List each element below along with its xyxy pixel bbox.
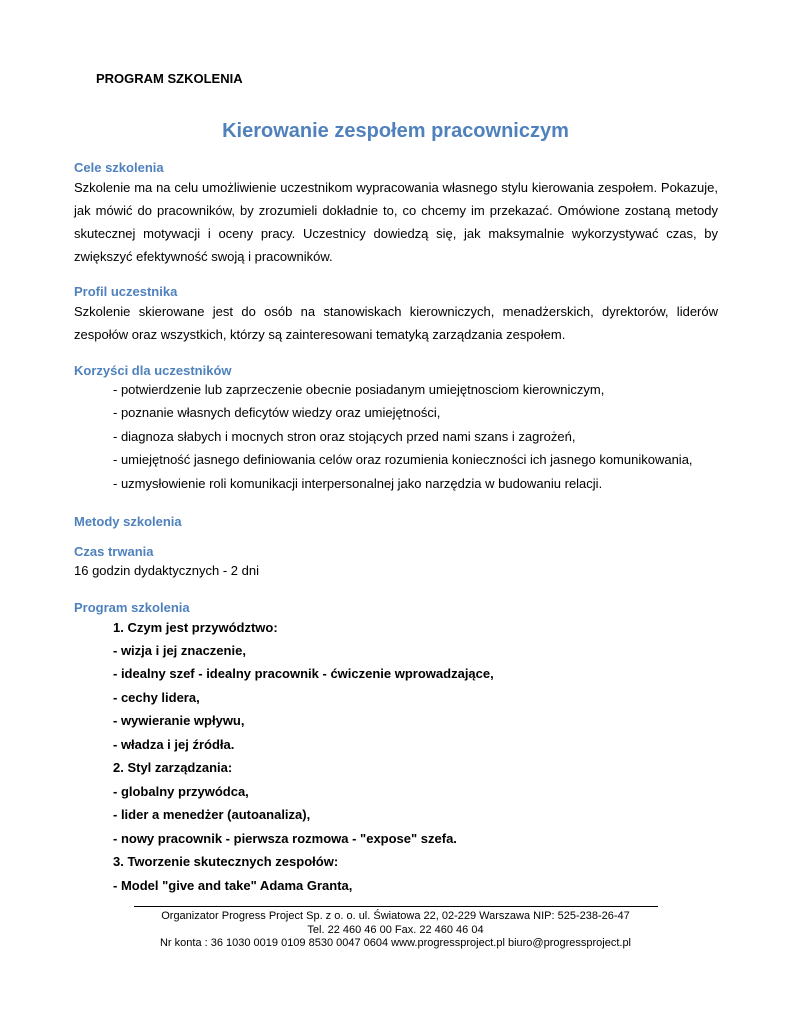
program-item: - nowy pracownik - pierwsza rozmowa - "expose" szefa. (113, 831, 457, 846)
program-item: 3. Tworzenie skutecznych zespołów: (113, 854, 339, 869)
list-item: - diagnoza słabych i mocnych stron oraz stojących przed nami szans i zagrożeń, (113, 429, 576, 444)
section-heading-profile: Profil uczestnika (74, 284, 178, 299)
duration-text: 16 godzin dydaktycznych - 2 dni (74, 563, 259, 578)
program-item: 1. Czym jest przywództwo: (113, 620, 278, 635)
program-item: - władza i jej źródła. (113, 737, 235, 752)
footer-account: Nr konta : 36 1030 0019 0109 8530 0047 0604 www.progressproject.pl biuro@progressproject.pl (159, 937, 632, 949)
footer-divider (134, 906, 658, 907)
program-item: - lider a menedżer (autoanaliza), (113, 807, 311, 822)
section-heading-methods: Metody szkolenia (74, 514, 182, 529)
program-item: - idealny szef - idealny pracownik - ćwiczenie wprowadzające, (113, 666, 494, 681)
program-item: 2. Styl zarządzania: (113, 760, 233, 775)
footer-organizer: Organizator Progress Project Sp. z o. o. ul. Światowa 22, 02-229 Warszawa NIP: 525-238-26-47 (161, 910, 630, 922)
list-item: - potwierdzenie lub zaprzeczenie obecnie posiadanym umiejętnosciom kierowniczym, (113, 382, 605, 397)
section-heading-duration: Czas trwania (74, 544, 154, 559)
section-heading-program: Program szkolenia (74, 600, 190, 615)
program-item: - cechy lidera, (113, 690, 200, 705)
profile-paragraph: Szkolenie skierowane jest do osób na stanowiskach kierowniczych, menadżerskich, dyrektorów, liderów zespołów oraz wszystkich, którzy są zainteresowani tematyką zarządzania zespołem. (74, 304, 718, 342)
list-item: - poznanie własnych deficytów wiedzy oraz umiejętności, (113, 405, 441, 420)
program-item: - globalny przywódca, (113, 784, 249, 799)
footer-phone: Tel. 22 460 46 00 Fax. 22 460 46 04 (307, 924, 484, 936)
page-title: Kierowanie zespołem pracowniczym (222, 120, 569, 142)
document-label: PROGRAM SZKOLENIA (96, 71, 243, 86)
list-item: - uzmysłowienie roli komunikacji interpersonalnej jako narzędzia w budowaniu relacji. (113, 476, 603, 491)
section-heading-benefits: Korzyści dla uczestników (74, 363, 232, 378)
list-item: - umiejętność jasnego definiowania celów oraz rozumienia konieczności ich jasnego komunikowania, (113, 452, 693, 467)
goals-paragraph: Szkolenie ma na celu umożliwienie uczestnikom wypracowania własnego stylu kierowania zespołem. Pokazuje, jak mówić do pracowników, by zrozumieli dokładnie to, co chcemy im przekazać. Omówione zostaną metody skutecznej motywacji i oceny pracy. Uczestnicy dowiedzą się, jak maksymalnie wykorzystywać czas, by zwiększyć efektywność swoją i pracowników. (74, 180, 718, 264)
program-item: - wywieranie wpływu, (113, 713, 245, 728)
section-heading-goals: Cele szkolenia (74, 160, 164, 175)
program-item: - wizja i jej znaczenie, (113, 643, 246, 658)
program-item: - Model "give and take" Adama Granta, (113, 878, 353, 893)
